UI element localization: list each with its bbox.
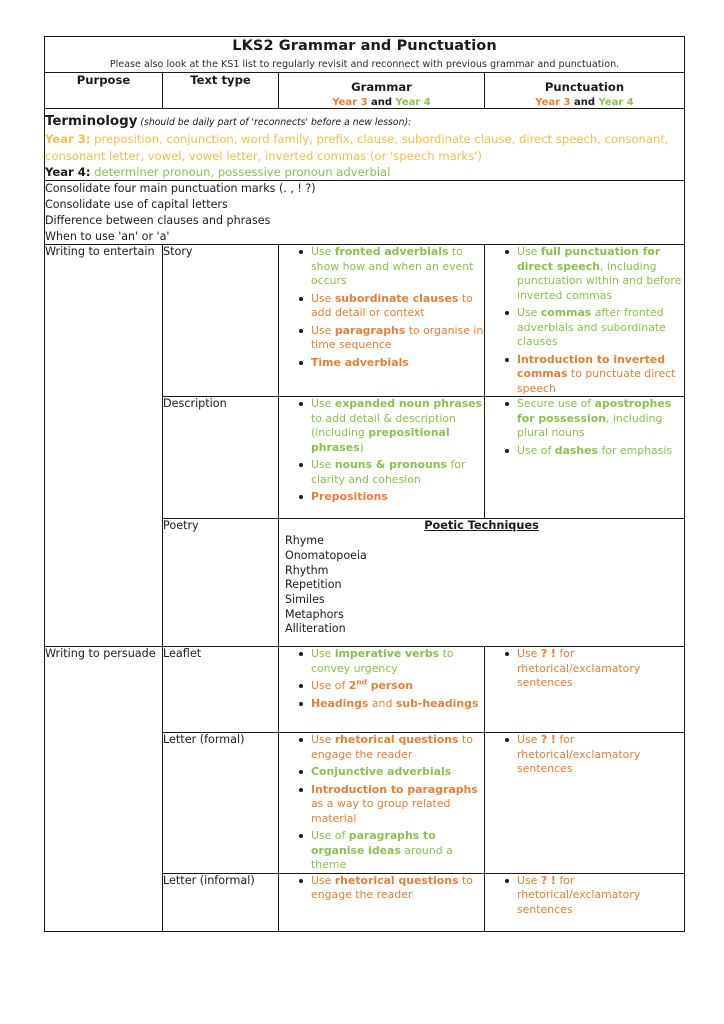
terminology-cell [45, 108, 685, 181]
bullet-text: Use [311, 733, 335, 747]
bullet-item [301, 679, 484, 694]
bullet-text: for rhetorical/exclamatory sentences [517, 873, 641, 916]
header-punctuation-years [485, 97, 684, 108]
text-type-label: Leaflet [163, 647, 202, 661]
grammar-bullet-list [279, 397, 484, 505]
text-type-label: Description [163, 397, 227, 411]
bullet-text: Use [311, 873, 335, 887]
bullet-text: around a theme [311, 843, 453, 872]
poetic-techniques-cell [279, 519, 685, 647]
header-text-type-label: Text type [190, 72, 251, 87]
bullet-text: sub-headings [395, 696, 479, 710]
punctuation-cell [485, 733, 685, 874]
bullet-text: Use of [517, 443, 555, 457]
bullet-item [301, 783, 484, 827]
bullet-text: ? ! [540, 733, 556, 747]
header-grammar-year4: Year 4 [395, 96, 431, 108]
consolidate-line: When to use 'an' or 'a' [45, 229, 170, 243]
bullet-text: to add detail or context [311, 291, 473, 320]
header-grammar-and: and [367, 96, 396, 108]
grammar-punctuation-table [44, 36, 685, 932]
terminology-heading-line [45, 109, 684, 132]
bullet-text: nouns & pronouns [334, 458, 447, 472]
bullet-item [301, 397, 484, 455]
bullet-text: to show how and when an event occurs [311, 245, 474, 288]
page-subtitle: Please also look at the KS1 list to regularly revisit and reconnect with previous grammar and punctuation. [109, 59, 620, 71]
bullet-text: rhetorical questions [334, 873, 459, 887]
list-item: Repetition [285, 578, 342, 592]
bullet-text: ? ! [540, 873, 556, 887]
text-type-label: Letter (formal) [163, 733, 245, 747]
bullet-text: Use [311, 245, 335, 259]
bullet-item [301, 874, 484, 903]
bullet-text: Use [311, 397, 335, 411]
bullet-text: commas [540, 306, 592, 320]
header-grammar-years [279, 97, 484, 108]
bullet-text: expanded noun phrases [334, 397, 483, 411]
bullet-text: for clarity and cohesion [311, 458, 466, 486]
text-type-label: Poetry [163, 519, 199, 533]
bullet-text: Conjunctive adverbials [311, 765, 452, 779]
bullet-text: prepositional phrases [311, 426, 450, 454]
bullet-text: 2nd person [348, 677, 413, 693]
header-grammar-label: Grammar [351, 79, 412, 94]
bullet-item [507, 353, 684, 397]
list-item: Onomatopoeia [285, 549, 367, 563]
bullet-text: Use [517, 306, 541, 320]
list-item: Rhythm [285, 563, 329, 577]
bullet-text: Use [311, 291, 335, 305]
header-punctuation [485, 72, 685, 108]
punctuation-cell [485, 873, 685, 931]
bullet-item [301, 245, 484, 289]
bullet-item [301, 292, 484, 321]
bullet-text: Use [517, 733, 541, 747]
bullet-text: Introduction to inverted commas [517, 352, 666, 381]
bullet-text: Time adverbials [311, 355, 409, 369]
punctuation-cell [485, 647, 685, 733]
terminology-year4-terms: determiner pronoun, possessive pronoun adverbial [90, 165, 391, 179]
bullet-text: Introduction to paragraphs [311, 782, 478, 796]
bullet-text: Headings [311, 696, 369, 710]
bullet-item [507, 874, 684, 918]
purpose-cell [45, 647, 163, 932]
punctuation-bullet-list [485, 245, 684, 396]
bullet-text: subordinate clauses [334, 291, 459, 305]
bullet-item [301, 324, 484, 353]
bullet-text: rhetorical questions [334, 733, 459, 747]
punctuation-bullet-list [485, 874, 684, 918]
header-punctuation-year3: Year 3 [535, 96, 571, 108]
bullet-text: Use [311, 647, 335, 661]
grammar-bullet-list [279, 733, 484, 873]
punctuation-cell [485, 245, 685, 397]
grammar-cell [279, 397, 485, 519]
bullet-text: for emphasis [598, 443, 673, 457]
bullet-text: Use [517, 245, 541, 259]
table-row [45, 647, 685, 733]
bullet-text: for rhetorical/exclamatory sentences [517, 733, 641, 776]
punctuation-cell [485, 397, 685, 519]
header-punctuation-year4: Year 4 [598, 96, 634, 108]
bullet-item [507, 647, 684, 691]
list-item: Similes [285, 593, 325, 607]
grammar-cell [279, 873, 485, 931]
bullet-text: Use [311, 458, 335, 472]
bullet-text: Use [311, 323, 335, 337]
bullet-item [507, 444, 684, 459]
grammar-bullet-list [279, 874, 484, 903]
bullet-text: for rhetorical/exclamatory sentences [517, 647, 641, 690]
header-purpose-label: Purpose [76, 72, 131, 87]
consolidate-lines [45, 181, 684, 244]
bullet-item [301, 829, 484, 873]
purpose-label: Writing to entertain [45, 245, 155, 259]
terminology-year4-line [45, 164, 684, 180]
bullet-text: , including punctuation within and before inverted commas [517, 259, 682, 302]
consolidate-cell [45, 181, 685, 245]
bullet-text: to engage the reader [311, 733, 473, 761]
bullet-text: Use [517, 873, 541, 887]
bullet-text: and [368, 696, 396, 710]
header-grammar [279, 72, 485, 108]
bullet-text: imperative verbs [334, 647, 440, 661]
poetic-techniques-list [279, 534, 684, 636]
text-type-cell [163, 245, 279, 397]
bullet-item [301, 647, 484, 676]
text-type-label: Letter (informal) [163, 873, 255, 887]
bullet-text: to organise in time sequence [311, 323, 484, 352]
terminology-note: (should be daily part of 'reconnects' before a new lesson): [137, 116, 412, 128]
consolidate-row [45, 181, 685, 245]
superscript: nd [356, 677, 367, 687]
consolidate-line: Consolidate use of capital letters [45, 198, 228, 212]
bullet-text: Use of [311, 829, 349, 843]
bullet-item [301, 458, 484, 487]
bullet-text: ) [359, 440, 364, 454]
text-type-cell [163, 397, 279, 519]
bullet-text: to convey urgency [311, 647, 454, 675]
text-type-label: Story [163, 245, 193, 259]
bullet-text: after fronted adverbials and subordinate clauses [517, 306, 666, 349]
grammar-cell [279, 733, 485, 874]
bullet-text: to punctuate direct speech [517, 367, 676, 395]
terminology-year3-label: Year 3: [45, 132, 91, 147]
bullet-text: as a way to group related material [311, 797, 451, 825]
header-text-type [163, 72, 279, 108]
list-item: Alliteration [285, 622, 346, 636]
terminology-heading: Terminology [45, 113, 138, 129]
punctuation-bullet-list [485, 397, 684, 458]
header-grammar-year3: Year 3 [332, 96, 368, 108]
bullet-item [301, 697, 484, 712]
poetic-techniques-heading: Poetic Techniques [424, 519, 539, 533]
punctuation-bullet-list [485, 733, 684, 777]
page-title: LKS2 Grammar and Punctuation [232, 38, 497, 54]
bullet-text: Secure use of [517, 397, 595, 411]
bullet-item [507, 306, 684, 350]
consolidate-line: Consolidate four main punctuation marks (. , ! ?) [45, 182, 316, 196]
bullet-text: dashes [554, 443, 599, 457]
bullet-item [301, 490, 484, 505]
bullet-text: paragraphs [334, 323, 406, 337]
bullet-text: to add detail & description (including [311, 411, 456, 440]
bullet-text: , including plural nouns [517, 411, 663, 440]
bullet-text: to engage the reader [311, 873, 473, 902]
list-item: Rhyme [285, 534, 324, 548]
header-purpose [45, 72, 163, 108]
bullet-text: Use of [311, 679, 349, 693]
bullet-item [507, 245, 684, 303]
header-punctuation-and: and [570, 96, 599, 108]
bullet-item [507, 733, 684, 777]
bullet-item [301, 733, 484, 762]
terminology-year3-line [45, 131, 684, 164]
bullet-item [507, 397, 684, 441]
header-punctuation-label: Punctuation [544, 79, 625, 94]
bullet-text: fronted adverbials [334, 245, 449, 259]
bullet-text: full punctuation for direct speech [517, 245, 661, 273]
bullet-item [301, 356, 484, 371]
bullet-text: Use [517, 647, 541, 661]
title-cell [45, 37, 685, 73]
bullet-item [301, 765, 484, 780]
table-row [45, 245, 685, 397]
terminology-year4-label: Year 4: [45, 165, 91, 179]
terminology-year3-terms: preposition, conjunction, word family, prefix, clause, subordinate clause, direct speech, consonant, consonant letter, vowel, vowel letter, inverted commas (or 'speech marks') [45, 132, 669, 163]
text-type-cell [163, 519, 279, 647]
text-type-cell [163, 733, 279, 874]
bullet-text: Prepositions [311, 490, 388, 504]
punctuation-bullet-list [485, 647, 684, 691]
bullet-text: apostrophes for possession [517, 397, 672, 425]
grammar-bullet-list [279, 245, 484, 370]
table-body [45, 37, 685, 932]
text-type-cell [163, 873, 279, 931]
bullet-text: ? ! [540, 647, 556, 661]
consolidate-line: Difference between clauses and phrases [45, 213, 271, 227]
grammar-cell [279, 647, 485, 733]
terminology-row [45, 108, 685, 181]
purpose-cell [45, 245, 163, 647]
grammar-bullet-list [279, 647, 484, 711]
column-header-row [45, 72, 685, 108]
purpose-label: Writing to persuade [45, 647, 156, 661]
grammar-cell [279, 245, 485, 397]
list-item: Metaphors [285, 607, 344, 621]
text-type-cell [163, 647, 279, 733]
title-row [45, 37, 685, 73]
bullet-text: paragraphs to organise ideas [311, 829, 436, 857]
